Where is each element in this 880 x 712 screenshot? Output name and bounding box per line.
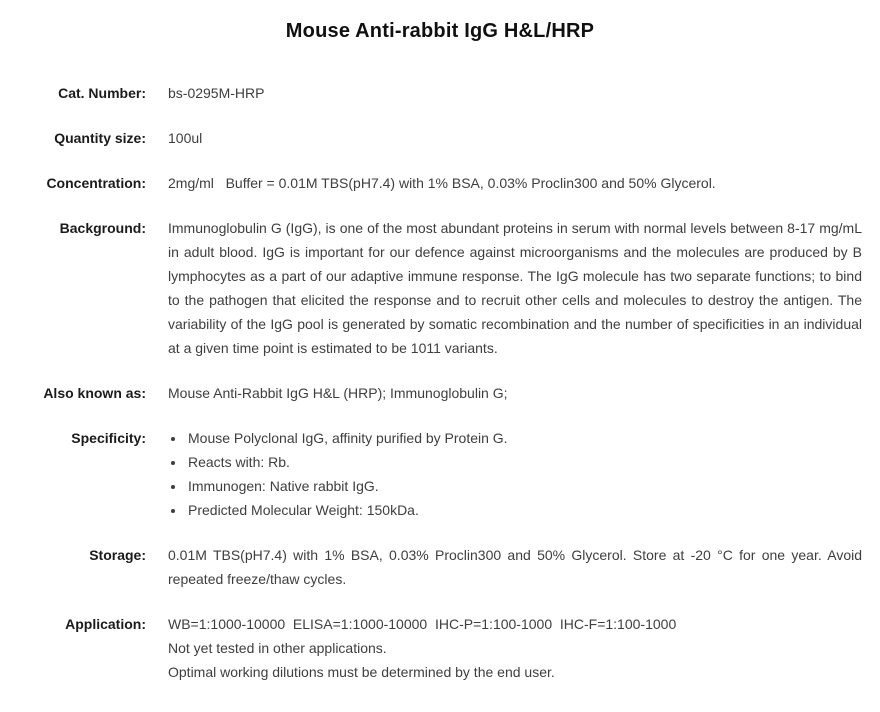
page-title: Mouse Anti-rabbit IgG H&L/HRP [285,20,595,42]
specificity-bullet-list [168,426,862,522]
field-rows [0,81,880,684]
field-row-also-known-as [0,381,880,405]
background-paragraph: Immunoglobulin G (IgG), is one of the most abundant proteins in serum with normal levels between 8-17 mg/mL in adult blood. IgG is important for our defence against microorganisms and the molecules are produced by B lymphocytes as a part of our adaptive immune response. The IgG molecule has two separate functions; to bind to the pathogen that elicited the response and to recruit other cells and molecules to destroy the antigen. The variability of the IgG pool is generated by somatic recombination and the number of specificities in an individual at a given time point is estimated to be 1011 variants. [168,220,862,356]
field-row-specificity [0,426,880,522]
field-row-quantity-size [0,126,880,150]
field-value-quantity-size: 100ul [168,130,203,146]
field-row-cat-number [0,81,880,105]
field-label-application: Application: [65,616,146,632]
application-note-line: Not yet tested in other applications. [168,640,387,656]
application-dilutions-line: WB=1:1000-10000 ELISA=1:1000-10000 IHC-P=1:100-1000 IHC-F=1:100-1000 [168,616,677,632]
bullet-item: • Predicted Molecular Weight: 150kDa. [186,498,862,522]
field-label-concentration: Concentration: [46,175,146,191]
field-value-concentration: 2mg/ml Buffer = 0.01M TBS(pH7.4) with 1% BSA, 0.03% Proclin300 and 50% Glycerol. [168,175,716,191]
field-row-application [0,612,880,684]
bullet-item: • Immunogen: Native rabbit IgG. [186,474,862,498]
field-label-storage: Storage: [89,547,146,563]
field-row-concentration [0,171,880,195]
field-label-background: Background: [59,220,146,236]
field-row-background [0,216,880,360]
field-label-specificity: Specificity: [71,430,146,446]
field-label-cat-number: Cat. Number: [58,85,146,101]
field-row-storage [0,543,880,591]
field-value-specificity [168,426,862,522]
field-value-application [168,612,862,684]
field-label-also-known-as: Also known as: [43,385,146,401]
bullet-item: • Reacts with: Rb. [186,450,862,474]
storage-paragraph: 0.01M TBS(pH7.4) with 1% BSA, 0.03% Proclin300 and 50% Glycerol. Store at -20 °C for one year. Avoid repeated freeze/thaw cycles. [168,547,862,587]
field-value-also-known-as: Mouse Anti-Rabbit IgG H&L (HRP); Immunoglobulin G; [168,385,508,401]
field-label-quantity-size: Quantity size: [54,130,146,146]
field-value-cat-number: bs-0295M-HRP [168,85,265,101]
application-disclaimer-line: Optimal working dilutions must be determined by the end user. [168,664,555,680]
bullet-item: • Mouse Polyclonal IgG, affinity purified by Protein G. [186,426,862,450]
